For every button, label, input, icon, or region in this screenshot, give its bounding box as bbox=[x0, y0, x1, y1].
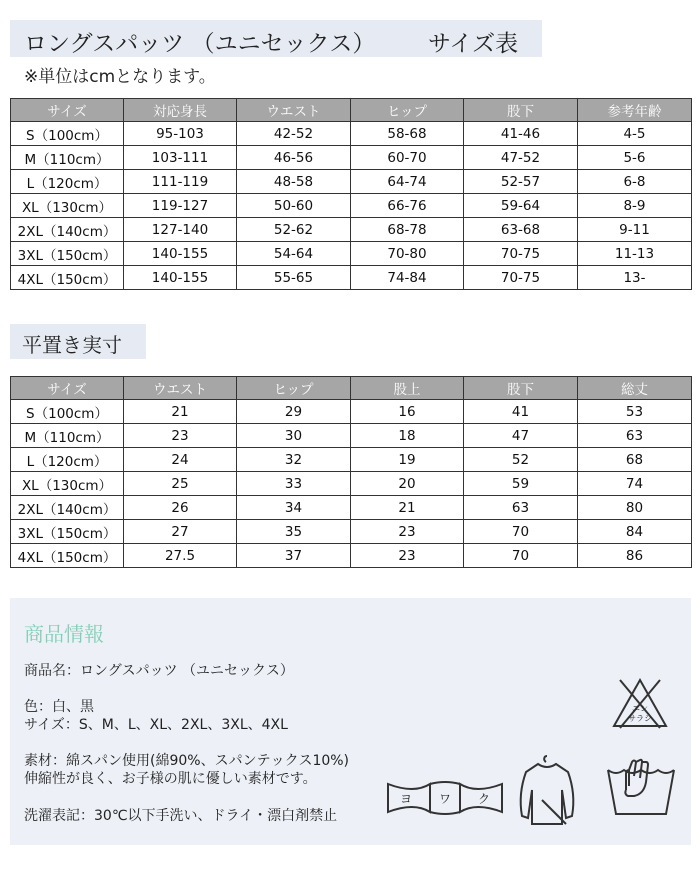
column-header: 総丈 bbox=[578, 377, 692, 400]
product-name-line: 商品名：ロングスパッツ （ユニセックス） bbox=[24, 663, 294, 679]
table-row bbox=[11, 472, 692, 496]
table-cell: 63 bbox=[464, 496, 578, 520]
table-cell: 68-78 bbox=[351, 218, 464, 242]
color-line: 色：白、黒 bbox=[24, 699, 94, 715]
table-cell: 84 bbox=[578, 520, 692, 544]
svg-text:ヨ: ヨ bbox=[399, 792, 413, 806]
table-cell: 27 bbox=[124, 520, 237, 544]
flat-size-title-bar bbox=[10, 324, 146, 359]
table-cell: 32 bbox=[237, 448, 351, 472]
svg-text:ワ: ワ bbox=[438, 792, 452, 806]
table-cell: 59 bbox=[464, 472, 578, 496]
table-row bbox=[11, 266, 692, 290]
table-cell: 63 bbox=[578, 424, 692, 448]
table-cell: 55-65 bbox=[237, 266, 351, 290]
table-cell: 52 bbox=[464, 448, 578, 472]
table-cell: 41-46 bbox=[464, 122, 578, 146]
column-header: ヒップ bbox=[351, 99, 464, 122]
size-line: サイズ：S、M、L、XL、2XL、3XL、4XL bbox=[24, 717, 288, 733]
table-row bbox=[11, 400, 692, 424]
table-cell: 46-56 bbox=[237, 146, 351, 170]
table-cell: 23 bbox=[124, 424, 237, 448]
table-cell: 19 bbox=[351, 448, 464, 472]
table-header-row bbox=[11, 377, 692, 400]
table-cell: 29 bbox=[237, 400, 351, 424]
column-header: サイズ bbox=[11, 99, 124, 122]
size-table bbox=[10, 98, 692, 290]
column-header: サイズ bbox=[11, 377, 124, 400]
no-bleach-icon bbox=[610, 676, 670, 732]
section-title: 平置き実寸 bbox=[22, 333, 122, 357]
table-row bbox=[11, 520, 692, 544]
table-cell: 8-9 bbox=[578, 194, 692, 218]
table-row bbox=[11, 544, 692, 568]
table-cell: 13- bbox=[578, 266, 692, 290]
table-cell: 23 bbox=[351, 544, 464, 568]
table-cell: 140-155 bbox=[124, 242, 237, 266]
table-cell: 52-62 bbox=[237, 218, 351, 242]
hand-wash-icon bbox=[604, 756, 678, 820]
table-cell: 25 bbox=[124, 472, 237, 496]
table-cell: 119-127 bbox=[124, 194, 237, 218]
table-cell: 33 bbox=[237, 472, 351, 496]
column-header: ウエスト bbox=[124, 377, 237, 400]
table-header-row bbox=[11, 99, 692, 122]
table-cell: 70 bbox=[464, 544, 578, 568]
size-chart-title-bar bbox=[10, 20, 542, 57]
table-cell: 70 bbox=[464, 520, 578, 544]
table-cell: 21 bbox=[351, 496, 464, 520]
table-cell: 70-75 bbox=[464, 242, 578, 266]
table-row bbox=[11, 194, 692, 218]
table-cell: S（100cm） bbox=[11, 400, 124, 424]
table-cell: 66-76 bbox=[351, 194, 464, 218]
table-cell: 50-60 bbox=[237, 194, 351, 218]
table-row bbox=[11, 424, 692, 448]
table-cell: 6-8 bbox=[578, 170, 692, 194]
table-cell: 3XL（150cm） bbox=[11, 242, 124, 266]
table-cell: 58-68 bbox=[351, 122, 464, 146]
table-row bbox=[11, 242, 692, 266]
table-cell: 9-11 bbox=[578, 218, 692, 242]
table-cell: 24 bbox=[124, 448, 237, 472]
column-header: 股上 bbox=[351, 377, 464, 400]
table-row bbox=[11, 122, 692, 146]
table-cell: 86 bbox=[578, 544, 692, 568]
wash-line: 洗濯表記：30℃以下手洗い、ドライ・漂白剤禁止 bbox=[24, 808, 338, 824]
svg-text:ク: ク bbox=[477, 792, 491, 806]
table-row bbox=[11, 218, 692, 242]
table-cell: 37 bbox=[237, 544, 351, 568]
column-header: 股下 bbox=[464, 99, 578, 122]
table-cell: 80 bbox=[578, 496, 692, 520]
table-cell: 41 bbox=[464, 400, 578, 424]
table-cell: M（110cm） bbox=[11, 424, 124, 448]
table-cell: XL（130cm） bbox=[11, 194, 124, 218]
table-cell: 20 bbox=[351, 472, 464, 496]
table-cell: S（100cm） bbox=[11, 122, 124, 146]
table-cell: 47 bbox=[464, 424, 578, 448]
table-cell: 2XL（140cm） bbox=[11, 218, 124, 242]
page-title-suffix: サイズ表 bbox=[428, 31, 519, 57]
table-cell: 48-58 bbox=[237, 170, 351, 194]
material-line: 素材：綿スパン使用(綿90%、スパンテックス10%) bbox=[24, 753, 350, 769]
table-cell: M（110cm） bbox=[11, 146, 124, 170]
table-cell: 74-84 bbox=[351, 266, 464, 290]
table-cell: 34 bbox=[237, 496, 351, 520]
table-cell: 95-103 bbox=[124, 122, 237, 146]
flat-size-table bbox=[10, 376, 692, 568]
table-cell: 2XL（140cm） bbox=[11, 496, 124, 520]
table-cell: 53 bbox=[578, 400, 692, 424]
svg-text:サラシ: サラシ bbox=[628, 714, 652, 723]
table-cell: 3XL（150cm） bbox=[11, 520, 124, 544]
table-cell: 127-140 bbox=[124, 218, 237, 242]
product-info-heading: 商品情報 bbox=[24, 622, 104, 646]
column-header: ヒップ bbox=[237, 377, 351, 400]
table-cell: 70-75 bbox=[464, 266, 578, 290]
table-cell: 18 bbox=[351, 424, 464, 448]
column-header: 参考年齢 bbox=[578, 99, 692, 122]
table-cell: XL（130cm） bbox=[11, 472, 124, 496]
table-cell: L（120cm） bbox=[11, 170, 124, 194]
table-cell: 35 bbox=[237, 520, 351, 544]
table-cell: 60-70 bbox=[351, 146, 464, 170]
table-cell: 4-5 bbox=[578, 122, 692, 146]
table-cell: 63-68 bbox=[464, 218, 578, 242]
table-cell: 64-74 bbox=[351, 170, 464, 194]
table-cell: 26 bbox=[124, 496, 237, 520]
table-row bbox=[11, 448, 692, 472]
wring-gently-icon bbox=[384, 778, 506, 818]
table-cell: 103-111 bbox=[124, 146, 237, 170]
table-cell: 59-64 bbox=[464, 194, 578, 218]
table-cell: 74 bbox=[578, 472, 692, 496]
table-row bbox=[11, 170, 692, 194]
table-cell: 30 bbox=[237, 424, 351, 448]
table-cell: 111-119 bbox=[124, 170, 237, 194]
table-cell: 5-6 bbox=[578, 146, 692, 170]
table-cell: 68 bbox=[578, 448, 692, 472]
table-row bbox=[11, 146, 692, 170]
table-cell: 42-52 bbox=[237, 122, 351, 146]
table-cell: 21 bbox=[124, 400, 237, 424]
column-header: 股下 bbox=[464, 377, 578, 400]
feature-line: 伸縮性が良く、お子様の肌に優しい素材です。 bbox=[24, 771, 317, 787]
table-cell: 4XL（150cm） bbox=[11, 266, 124, 290]
table-cell: 54-64 bbox=[237, 242, 351, 266]
table-cell: 27.5 bbox=[124, 544, 237, 568]
table-cell: L（120cm） bbox=[11, 448, 124, 472]
svg-text:エン: エン bbox=[632, 704, 648, 713]
table-cell: 70-80 bbox=[351, 242, 464, 266]
column-header: 対応身長 bbox=[124, 99, 237, 122]
table-cell: 16 bbox=[351, 400, 464, 424]
table-cell: 23 bbox=[351, 520, 464, 544]
unit-note: ※単位はcmとなります。 bbox=[24, 67, 216, 87]
hang-dry-shirt-icon bbox=[514, 754, 580, 826]
product-info-box bbox=[10, 598, 691, 845]
table-cell: 52-57 bbox=[464, 170, 578, 194]
table-cell: 140-155 bbox=[124, 266, 237, 290]
column-header: ウエスト bbox=[237, 99, 351, 122]
page-title: ロングスパッツ （ユニセックス） bbox=[24, 31, 376, 57]
table-cell: 4XL（150cm） bbox=[11, 544, 124, 568]
table-row bbox=[11, 496, 692, 520]
table-cell: 11-13 bbox=[578, 242, 692, 266]
table-cell: 47-52 bbox=[464, 146, 578, 170]
